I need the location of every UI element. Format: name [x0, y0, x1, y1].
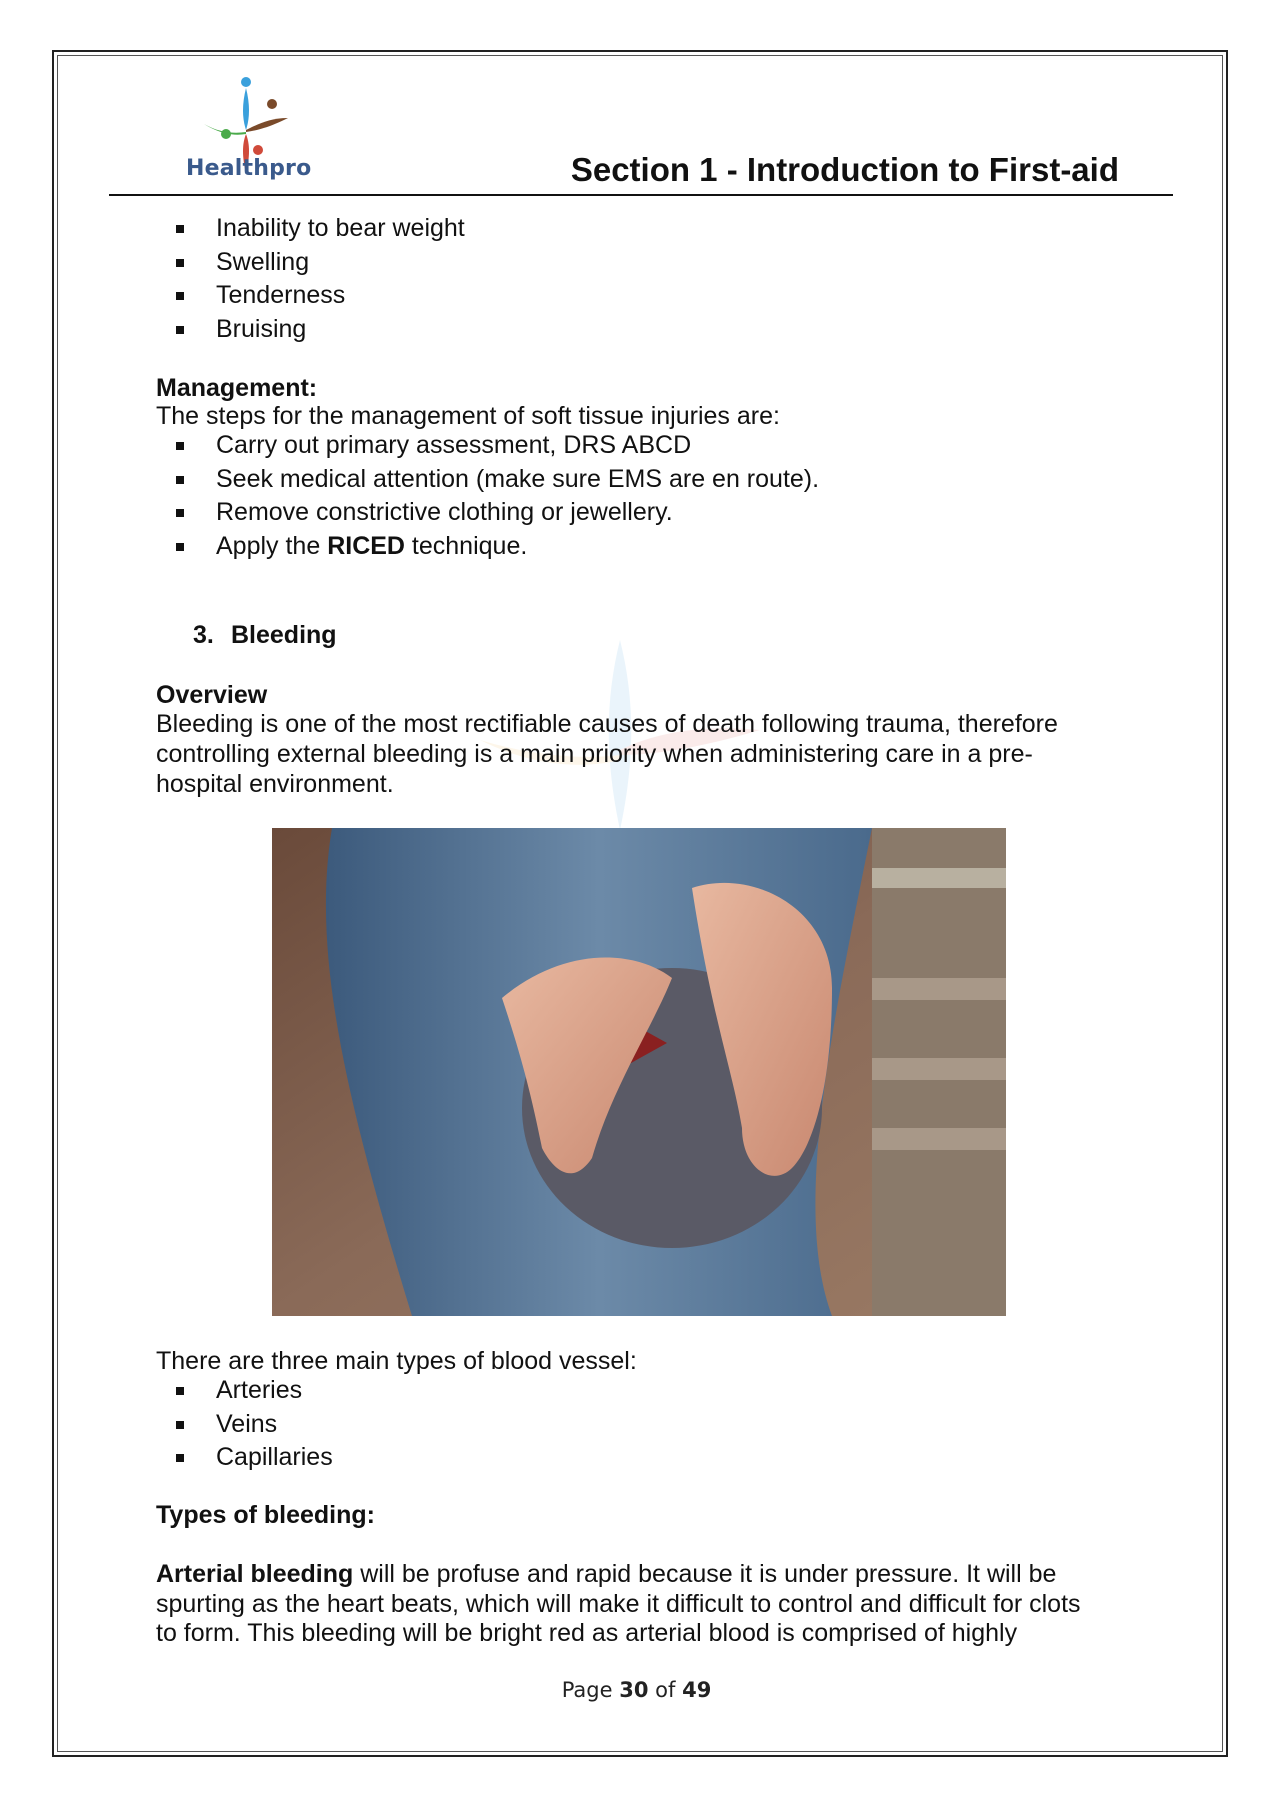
list-item: Arteries [156, 1374, 333, 1408]
symptoms-list [156, 212, 465, 346]
bullet-icon [176, 476, 184, 484]
list-item: Remove constrictive clothing or jewellery. [156, 496, 819, 530]
arterial-line: to form. This bleeding will be bright red as arterial blood is comprised of highly [156, 1619, 1018, 1647]
management-intro: The steps for the management of soft tissue injuries are: [156, 402, 780, 430]
bullet-icon [176, 442, 184, 450]
list-item: Seek medical attention (make sure EMS are en route). [156, 463, 819, 497]
overview-line: hospital environment. [156, 770, 394, 798]
vessels-intro: There are three main types of blood vessel: [156, 1347, 637, 1375]
overview-heading: Overview [156, 681, 268, 709]
bullet-icon [176, 225, 184, 233]
page-number: Page 30 of 49 [561, 1678, 712, 1702]
list-item: Carry out primary assessment, DRS ABCD [156, 429, 819, 463]
overview-line: Bleeding is one of the most rectifiable causes of death following trauma, therefore [156, 710, 1058, 738]
section-number: 3. [193, 621, 214, 649]
header-divider [109, 194, 1173, 196]
list-item: Apply the RICED technique. [156, 530, 819, 564]
management-heading: Management: [156, 374, 318, 402]
bullet-icon [176, 1454, 184, 1462]
bullet-icon [176, 326, 184, 334]
bullet-icon [176, 259, 184, 267]
bullet-icon [176, 1387, 184, 1395]
bullet-icon [176, 543, 184, 551]
riced-term: RICED [327, 531, 405, 560]
arterial-term: Arterial bleeding [156, 1560, 354, 1588]
list-item: Veins [156, 1408, 333, 1442]
list-item: Capillaries [156, 1441, 333, 1475]
types-heading: Types of bleeding: [156, 1501, 375, 1529]
management-steps-list [156, 429, 819, 563]
injured-knee-photo [272, 828, 1006, 1316]
bullet-icon [176, 292, 184, 300]
arterial-line: Arterial bleeding will be profuse and rapid because it is under pressure. It will be [156, 1560, 1057, 1588]
arterial-line: spurting as the heart beats, which will make it difficult to control and difficult for clots [156, 1590, 1081, 1618]
overview-line: controlling external bleeding is a main priority when administering care in a pre- [156, 740, 1033, 768]
vessels-list [156, 1374, 333, 1475]
bullet-icon [176, 1421, 184, 1429]
list-item: Swelling [156, 246, 465, 280]
bullet-icon [176, 509, 184, 517]
logo-text: Healthpro [186, 156, 312, 181]
list-item: Tenderness [156, 279, 465, 313]
page-title: Section 1 - Introduction to First-aid [570, 151, 1119, 188]
list-item: Inability to bear weight [156, 212, 465, 246]
section-heading-bleeding: Bleeding [231, 621, 337, 649]
list-item: Bruising [156, 313, 465, 347]
